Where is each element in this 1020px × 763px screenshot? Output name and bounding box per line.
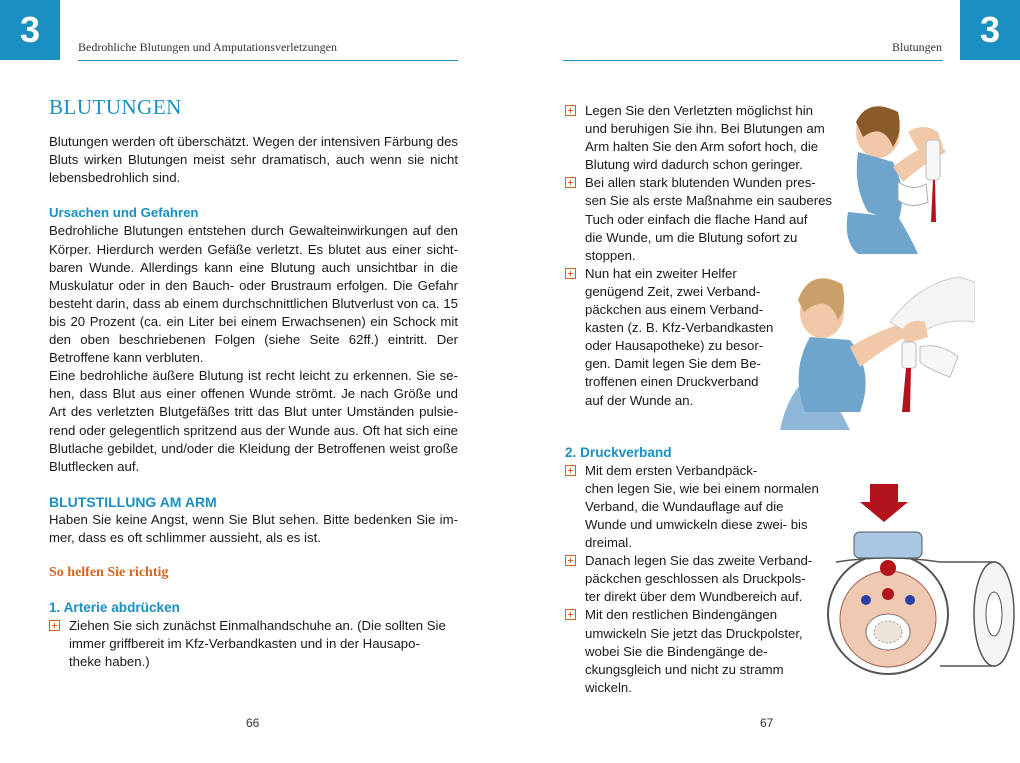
chapter-tab-right: 3 <box>960 0 1020 60</box>
plus-box-icon <box>565 609 576 620</box>
bullet-press-wound <box>565 174 832 264</box>
bullet-text: Danach legen Sie das zweite Verband- päckchen geschlossen als Druckpols- ter direkt über dem Wundbereich auf. <box>585 553 813 605</box>
plus-box-icon <box>565 177 576 188</box>
bullet-text: Nun hat ein zweiter Helfer genügend Zeit, zwei Verband- päckchen aus einem Verband- kasten (z. B. Kfz-Verbandkasten oder Hausapotheke) zu besor- gen. Damit legen Sie dem Be- troffenen einen Druckverband auf der Wunde an. <box>585 265 774 408</box>
bullet-second-pack <box>565 552 832 606</box>
press-wound-illustration <box>780 262 975 430</box>
plus-box-icon <box>565 555 576 566</box>
bullet-wrap <box>565 606 832 696</box>
section-pressure-bandage: 2. Druckverband <box>565 444 672 460</box>
header-rule-right <box>563 60 943 61</box>
plus-box-icon <box>565 268 576 279</box>
left-column <box>49 95 458 672</box>
bullet-text: Mit den restlichen Bindengängen umwickeln Sie jetzt das Druckpolster, wobei Sie die Bindengänge de- ckungsgleich und nicht zu stramm wickeln. <box>585 607 803 695</box>
bullet-text: Legen Sie den Verletzten möglichst hin und beruhigen Sie ihn. Bei Blutungen am Arm halten Sie den Arm sofort hoch, die Blutung wird dadurch schon geringer. <box>585 103 825 173</box>
bullet-lay-down <box>565 102 832 174</box>
raise-arm-illustration <box>838 92 958 254</box>
bullet-first-pack <box>565 462 832 552</box>
arm-paragraph: Haben Sie keine Angst, wenn Sie Blut sehen. Bitte bedenken Sie im-mer, dass es oft schlimmer aussieht, als es ist. <box>49 511 458 545</box>
page-number-right: 67 <box>760 716 774 730</box>
chapter-tab-left: 3 <box>0 0 60 60</box>
intro-paragraph: Blutungen werden oft überschätzt. Wegen der intensiven Färbung des Bluts wirken Blutungen meist sehr dramatisch, auch wenn sie nicht lebensbedrohlich sind. <box>49 134 458 186</box>
running-head-right: Blutungen <box>892 40 942 54</box>
plus-box-icon <box>565 465 576 476</box>
bullet-text: Ziehen Sie sich zunächst Einmalhandschuhe an. (Die sollten Sie immer griffbereit im Kfz-Verbandkasten und in der Hausapo- theke haben.) <box>69 618 446 670</box>
plus-box-icon <box>49 620 60 631</box>
bullet-text: Mit dem ersten Verbandpäck- chen legen Sie, wie bei einem normalen Verband, die Wundauflage auf die Wunde und umwickeln diese zwei- bis dreimal. <box>585 462 819 551</box>
pressure-bandage-diagram <box>826 484 1018 688</box>
header-rule-left <box>78 60 458 61</box>
help-heading: So helfen Sie richtig <box>49 565 169 581</box>
plus-box-icon <box>565 105 576 116</box>
bullet-gloves <box>49 617 458 671</box>
page-number-left: 66 <box>246 716 260 730</box>
heading-arm: BLUTSTILLUNG AM ARM <box>49 493 217 510</box>
running-head-left: Bedrohliche Blutungen und Amputationsverletzungen <box>78 40 337 54</box>
recognition-paragraph: Eine bedrohliche äußere Blutung ist recht leicht zu erkennen. Sie se-hen, dass Blut aus einer offenen Wunde strömt. Je nach Größe und Art des verletzten Blutgefäßes tritt das Blut unter Umständen pulsie-rend oder gelegentlich spritzend aus der Wunde aus. Oft hat sich eine Blutlache gebildet, und/oder die Kleidung der Betroffenen weist große Blutflecken auf. <box>49 368 458 474</box>
subheading-causes: Ursachen und Gefahren <box>49 205 199 221</box>
causes-paragraph: Bedrohliche Blutungen entstehen durch Gewalteinwirkungen auf den Körper. Hierdurch werden Gefäße verletzt. Es blutet aus einer sicht-baren Wunde. Allerdings kann eine Blutung auch unsichtbar in die Muskulatur oder in den Bauch- oder Brustraum erfolgen. Die Gefahr besteht darin, dass ab einem durchschnittlichen Blutverlust von ca. 15 bis 20 Prozent (ca. ein Liter bei einem Erwachsenen) ein Schock mit den oben beschriebenen Folgen (siehe Seite 62ff.) eintritt. Der Betroffene kann verbluten. <box>49 223 458 366</box>
bullet-text: Bei allen stark blutenden Wunden pres- sen Sie als erste Maßnahme ein sauberes Tuch oder einfach die flache Hand auf die Wunde, um die Blutung sofort zu stoppen. <box>585 175 833 263</box>
section-artery: 1. Arterie abdrücken <box>49 600 180 616</box>
page-title: BLUTUNGEN <box>49 95 182 119</box>
